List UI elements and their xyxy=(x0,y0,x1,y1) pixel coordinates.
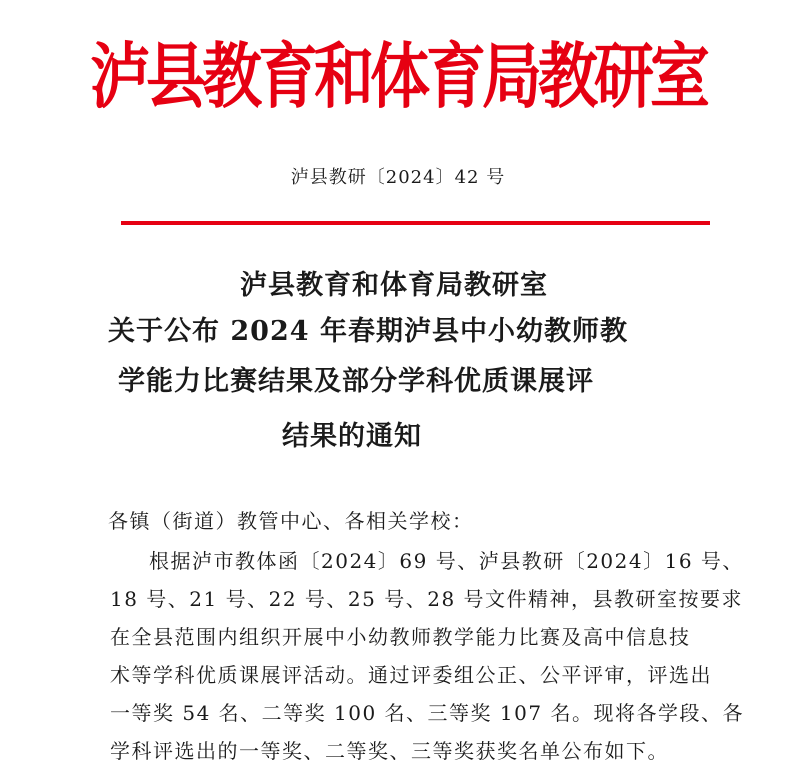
body-paragraph-line: 18 号、21 号、22 号、25 号、28 号文件精神，县教研室按要求 xyxy=(110,587,744,611)
body-paragraph-line: 在全县范围内组织开展中小幼教师教学能力比赛及高中信息技 xyxy=(110,625,691,649)
issuing-office-header: 泸县教育和体育局教研室 xyxy=(90,36,706,119)
salutation: 各镇（街道）教管中心、各相关学校： xyxy=(108,509,474,533)
body-paragraph-line: 一等奖 54 名、二等奖 100 名、三等奖 107 名。现将各学段、各 xyxy=(110,701,744,725)
body-paragraph-line: 学科评选出的一等奖、二等奖、三等奖获奖名单公布如下。 xyxy=(110,739,669,763)
title-line-3: 学能力比赛结果及部分学科优质课展评 xyxy=(118,366,594,397)
body-paragraph-line: 术等学科优质课展评活动。通过评委组公正、公平评审，评选出 xyxy=(110,663,712,687)
red-divider-line xyxy=(121,221,710,225)
body-paragraph-line: 根据泸市教体函〔2024〕69 号、泸县教研〔2024〕16 号、 xyxy=(149,549,744,573)
document-number: 泸县教研〔2024〕42 号 xyxy=(290,167,506,188)
title-line-4: 结果的通知 xyxy=(282,421,422,452)
title-line-2: 关于公布 2024 年春期泸县中小幼教师教 xyxy=(108,316,628,347)
title-line-1: 泸县教育和体育局教研室 xyxy=(240,270,548,301)
